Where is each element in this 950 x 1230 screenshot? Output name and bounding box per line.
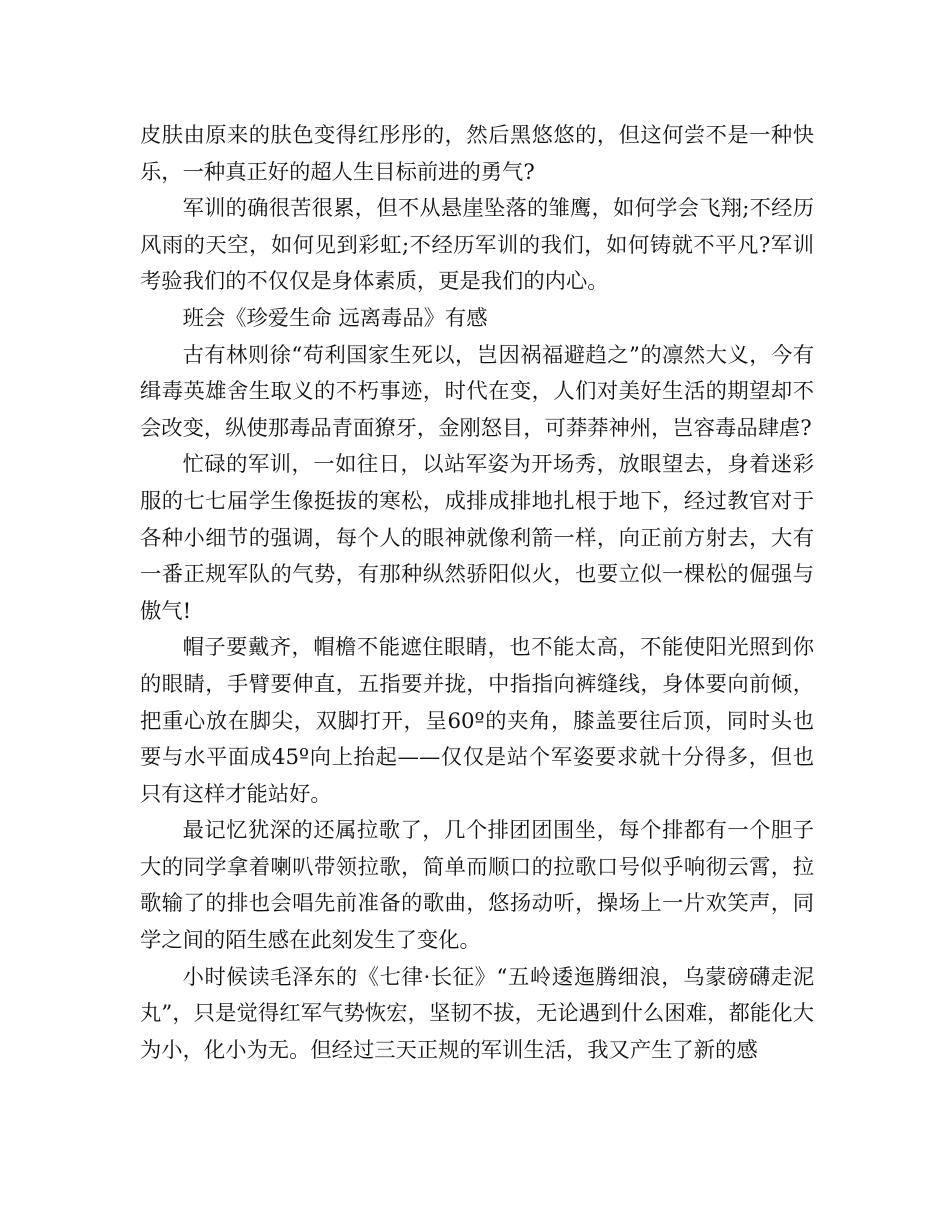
paragraph-1: 皮肤由原来的肤色变得红彤彤的，然后黑悠悠的，但这何尝不是一种快乐，一种真正好的超人生目标前进的勇气? [140, 123, 814, 185]
paragraph-2: 军训的确很苦很累，但不从悬崖坠落的雏鹰，如何学会飞翔;不经历风雨的天空，如何见到彩虹;不经历军训的我们，如何铸就不平凡?军训考验我们的不仅仅是身体素质，更是我们的内心。 [140, 196, 814, 295]
document-body [140, 118, 814, 1069]
paragraph-6: 最记忆犹深的还属拉歌了，几个排团团围坐，每个排都有一个胆子大的同学拿着喇叭带领拉歌，简单而顺口的拉歌口号似乎响彻云霄，拉歌输了的排也会唱先前准备的歌曲，悠扬动听，操场上一片欢笑声，同学之间的陌生感在此刻发生了变化。 [140, 818, 814, 954]
section-heading: 班会《珍爱生命 远离毒品》有感 [182, 305, 488, 331]
paragraph-7: 小时候读毛泽东的《七律·长征》“五岭逶迤腾细浪，乌蒙磅礴走泥丸”，只是觉得红军气势恢宏，坚韧不拔，无论遇到什么困难，都能化大为小，化小为无。但经过三天正规的军训生活，我又产生了新的感 [140, 964, 814, 1063]
paragraph-5: 帽子要戴齐，帽檐不能遮住眼睛，也不能太高，不能使阳光照到你的眼睛，手臂要伸直，五指要并拢，中指指向裤缝线，身体要向前倾，把重心放在脚尖，双脚打开，呈60º的夹角，膝盖要往后顶，同时头也要与水平面成45º向上抬起——仅仅是站个军姿要求就十分得多，但也只有这样才能站好。 [140, 635, 814, 807]
paragraph-4: 忙碌的军训，一如往日，以站军姿为开场秀，放眼望去，身着迷彩服的七七届学生像挺拔的寒松，成排成排地扎根于地下，经过教官对于各种小细节的强调，每个人的眼神就像利箭一样，向正前方射去，大有一番正规军队的气势，有那种纵然骄阳似火，也要立似一棵松的倔强与傲气! [140, 452, 814, 624]
paragraph-3: 古有林则徐“苟利国家生死以，岂因祸福避趋之”的凛然大义，今有缉毒英雄舍生取义的不朽事迹，时代在变，人们对美好生活的期望却不会改变，纵使那毒品青面獠牙，金刚怒目，可莽莽神州，岂容毒品肆虐? [140, 342, 814, 441]
